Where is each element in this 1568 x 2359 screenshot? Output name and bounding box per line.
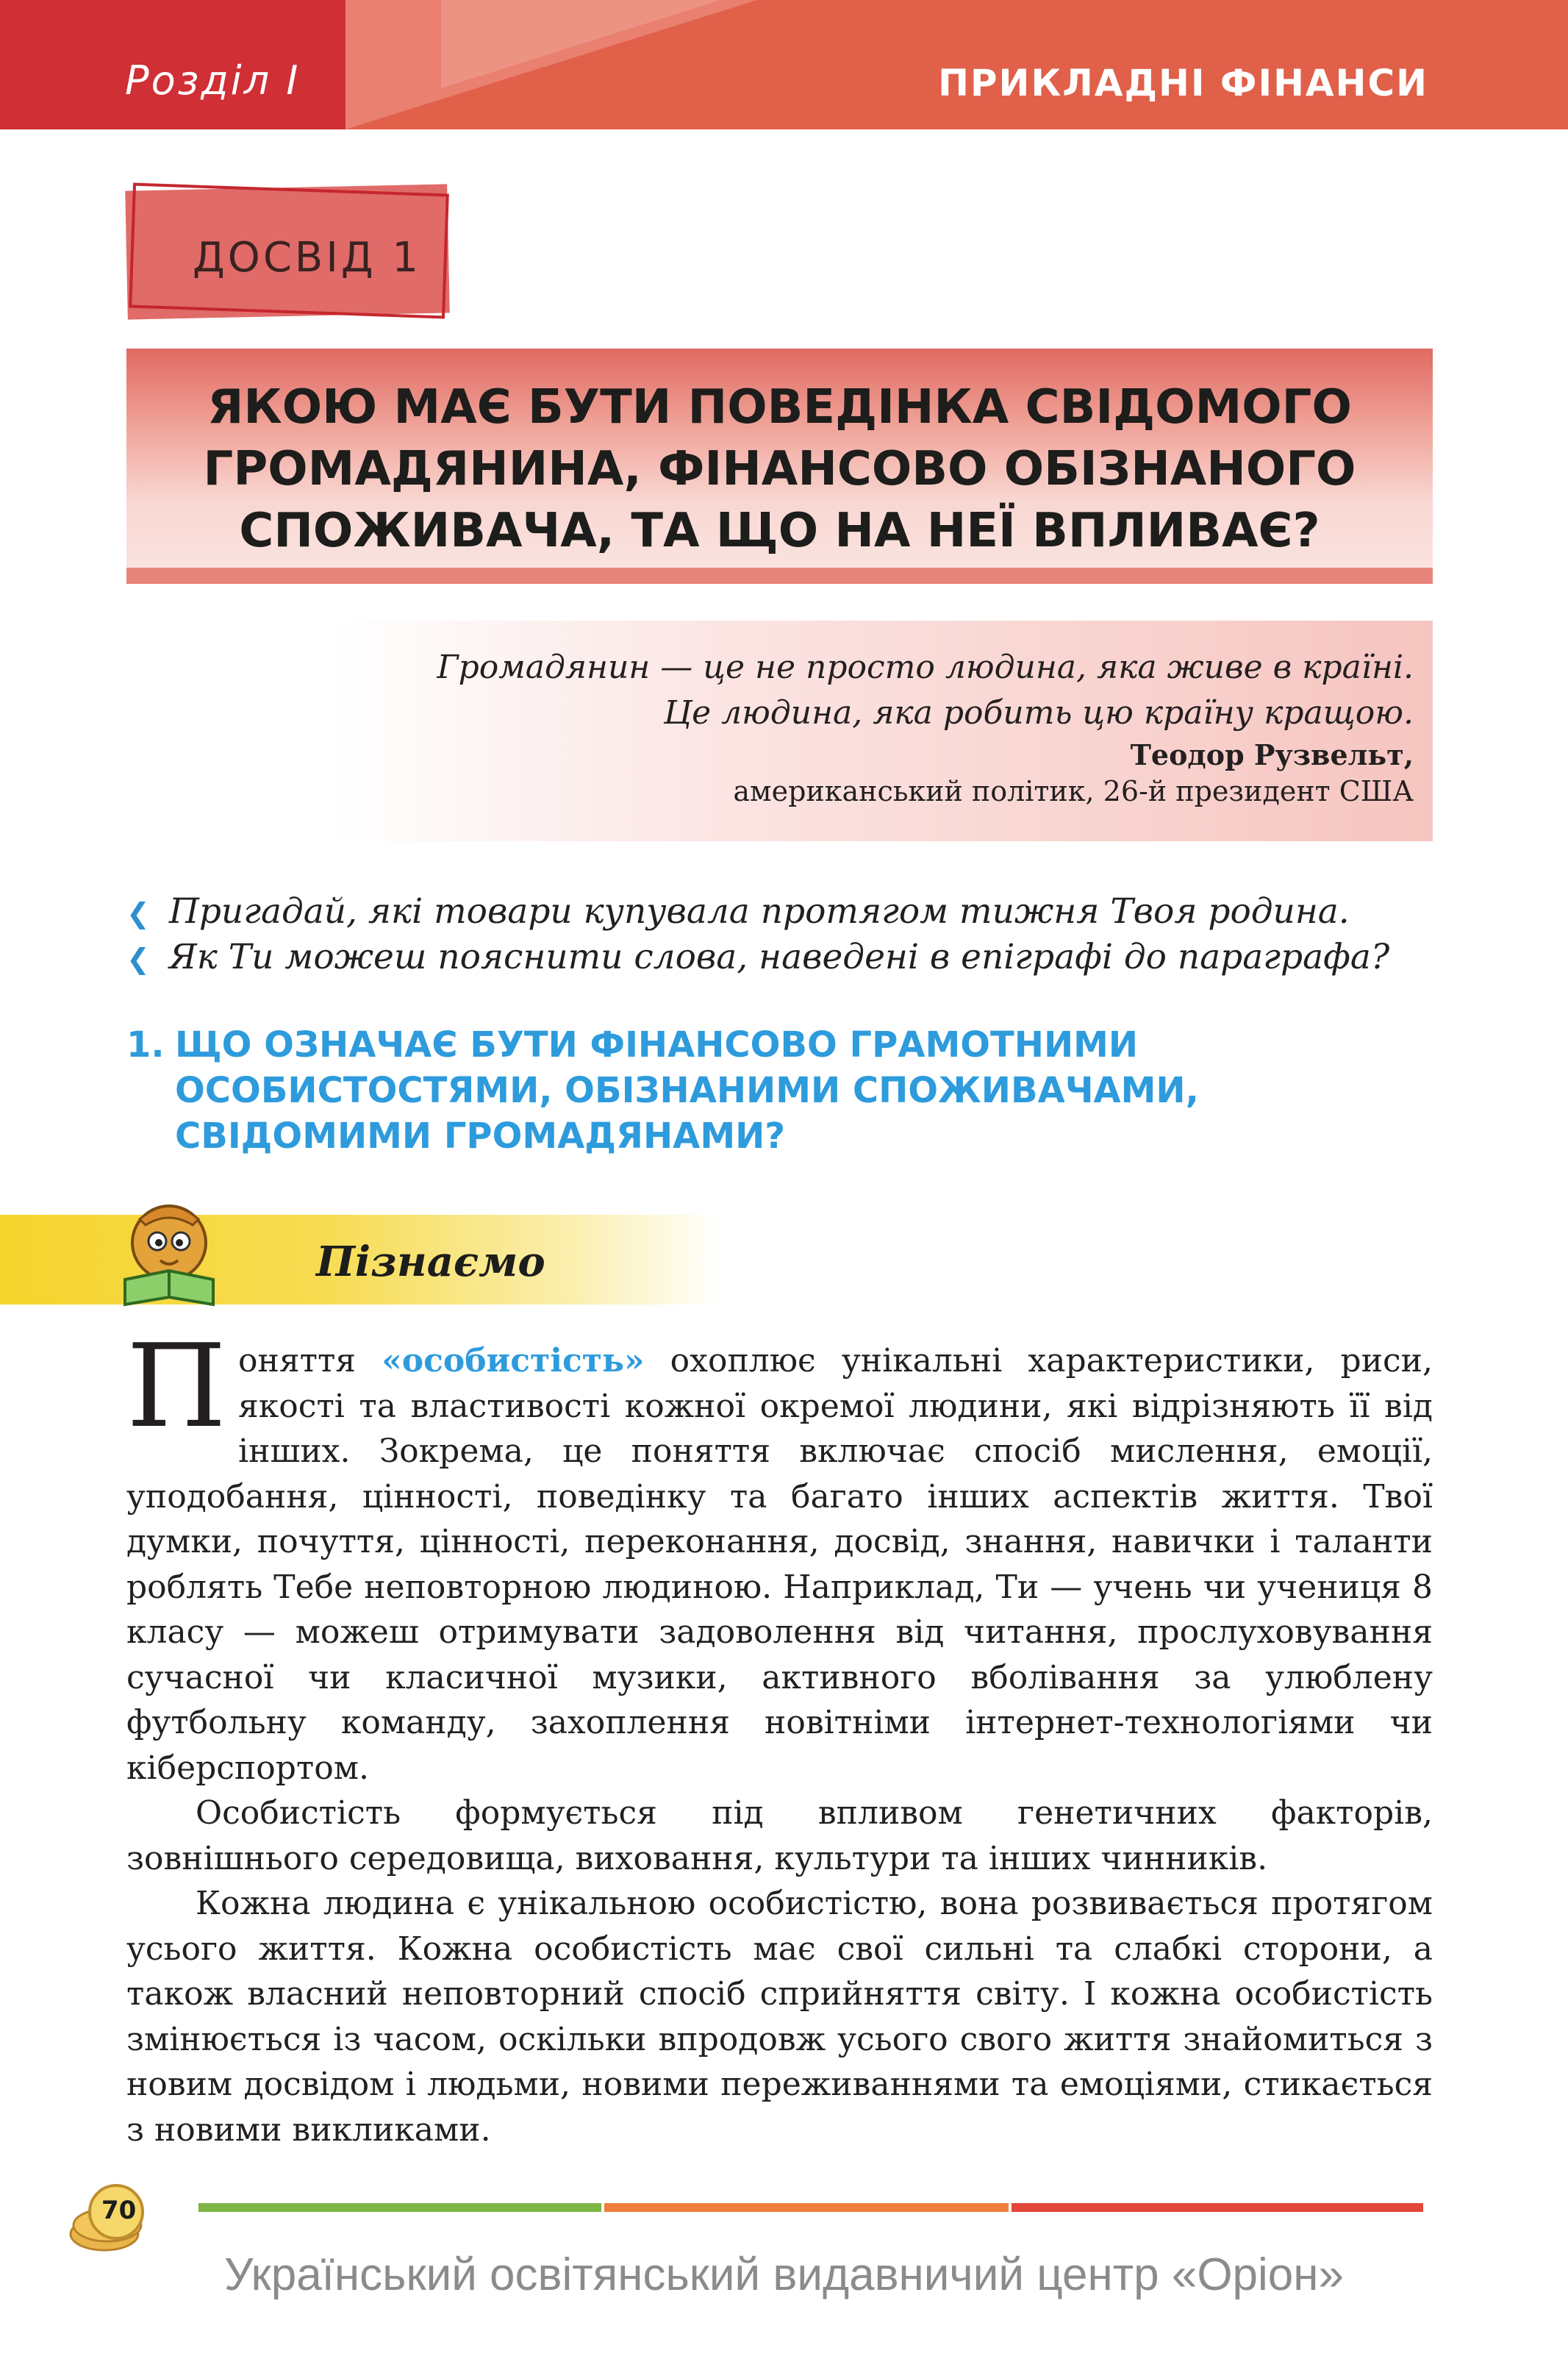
arrow-left-icon: ❮ bbox=[126, 943, 150, 975]
epigraph-quote-line: Це людина, яка робить цю країну кращою. bbox=[663, 694, 1414, 732]
paragraph: Кожна людина є унікальною особистістю, вона розвивається протягом усього життя. Кожна особистість має свої сильні та слабкі сторони, а також власний неповторний спосіб сприйняття світу. І кожна особистість змінюється із часом, оскільки впродовж усього свого життя знайомиться з новим досвідом і людьми, новими переживаннями та емоціями, стикається з новими викликами. bbox=[126, 1885, 1433, 2149]
main-title bbox=[126, 376, 1433, 562]
main-title-line: ЯКОЮ МАЄ БУТИ ПОВЕДІНКА СВІДОМОГО bbox=[207, 380, 1352, 435]
section-heading-line: ЩО ОЗНАЧАЄ БУТИ ФІНАНСОВО ГРАМОТНИМИ bbox=[175, 1024, 1139, 1066]
paragraph-text: оняття bbox=[238, 1342, 382, 1380]
section-label: Розділ І bbox=[125, 57, 301, 104]
page-number: 70 bbox=[101, 2196, 137, 2225]
reading-mascot-icon bbox=[110, 1197, 228, 1307]
footer-bar-red bbox=[1012, 2203, 1423, 2212]
review-question-text: Як Ти можеш пояснити слова, наведені в епіграфі до параграфа? bbox=[168, 937, 1390, 977]
section-heading-line: СВІДОМИМИ ГРОМАДЯНАМИ? bbox=[175, 1116, 786, 1157]
section-heading-line: ОСОБИСТОСТЯМИ, ОБІЗНАНИМИ СПОЖИВАЧАМИ, bbox=[175, 1070, 1199, 1111]
main-title-line: СПОЖИВАЧА, ТА ЩО НА НЕЇ ВПЛИВАЄ? bbox=[239, 504, 1320, 558]
paragraph: Особистість формується під впливом генетичних факторів, зовнішнього середовища, виховання, культури та інших чинників. bbox=[126, 1794, 1433, 1877]
header-decor-stripe-light bbox=[441, 0, 720, 88]
drop-cap: П bbox=[126, 1319, 227, 1453]
header-title: ПРИКЛАДНІ ФІНАНСИ bbox=[938, 62, 1428, 104]
footer-bar-orange bbox=[604, 2203, 1009, 2212]
main-title-line: ГРОМАДЯНИНА, ФІНАНСОВО ОБІЗНАНОГО bbox=[203, 442, 1356, 496]
highlighted-term: «особистість» bbox=[382, 1342, 645, 1380]
review-question-text: Пригадай, які товари купувала протягом тижня Твоя родина. bbox=[168, 891, 1350, 932]
epigraph-author-description: американський політик, 26-й президент США bbox=[733, 775, 1414, 807]
arrow-left-icon: ❮ bbox=[126, 897, 150, 929]
learn-label: Пізнаємо bbox=[316, 1238, 545, 1286]
section-number: 1. bbox=[126, 1024, 165, 1066]
title-banner-strip bbox=[126, 568, 1433, 584]
epigraph-quote-line: Громадянин — це не просто людина, яка живе в країні. bbox=[437, 649, 1414, 686]
title-banner bbox=[126, 349, 1433, 584]
review-question bbox=[126, 891, 1350, 932]
body-text bbox=[126, 1319, 1433, 2152]
paragraph-text: охоплює унікальні характеристики, риси, якості та властивості кожної окремої людини, які відрізняють її від інших. Зокрема, це поняття включає спосіб мислення, емоції, уподобання, цінності, поведінку та багато інших аспектів життя. Твої думки, почуття, цінності, переконання, досвід, знання, навички і таланти роблять Тебе неповторною людиною. Наприклад, Ти — учень чи учениця 8 класу — можеш отримувати задоволення від читання, прослуховування сучасної чи класичної музики, активного вболівання за улюблену футбольну команду, захоплення новітніми інтернет-технологіями чи кіберспортом. bbox=[126, 1342, 1433, 1787]
publisher-credit: Український освітянський видавничий центр «Оріон» bbox=[223, 2249, 1345, 2300]
review-question bbox=[126, 937, 1389, 977]
epigraph-author: Теодор Рузвельт, bbox=[1130, 738, 1414, 771]
section-heading bbox=[126, 1022, 1199, 1159]
epigraph-box bbox=[332, 621, 1433, 841]
footer-bar-green bbox=[198, 2203, 601, 2212]
experience-tag: ДОСВІД 1 bbox=[193, 234, 422, 282]
paragraph bbox=[126, 1319, 1433, 1791]
